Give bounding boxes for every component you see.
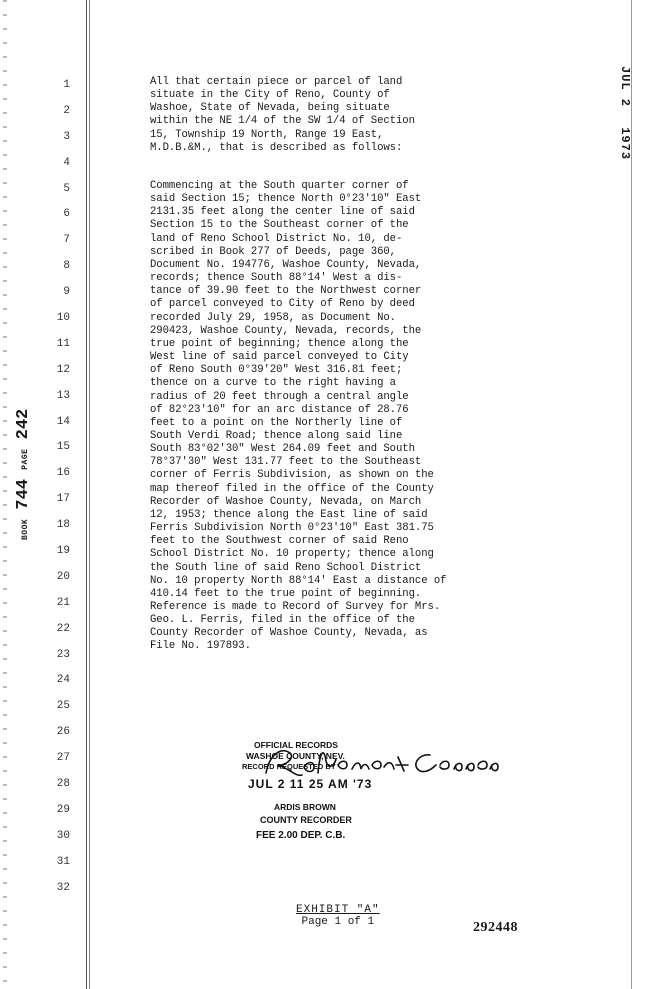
- line-number: 16: [56, 467, 70, 480]
- line-number: 18: [56, 519, 70, 532]
- book-page-reference: [14, 407, 33, 540]
- filing-date-stamp: [618, 66, 632, 160]
- line-number: 26: [56, 726, 70, 739]
- line-number: 25: [56, 700, 70, 713]
- page-number: 242: [14, 408, 33, 440]
- stamp-requested-by: RECORD REQUESTED BY: [242, 762, 336, 771]
- line-number: 32: [56, 881, 70, 894]
- document-number: 292448: [473, 920, 518, 935]
- line-number: 30: [56, 829, 70, 842]
- line-number: 14: [56, 415, 70, 428]
- line-number: 20: [56, 570, 70, 583]
- line-number: 27: [56, 752, 70, 765]
- line-number: 7: [63, 234, 70, 247]
- stamp-fee: FEE 2.00 DEP. C.B.: [256, 830, 346, 841]
- scan-edge-marks: [3, 0, 7, 989]
- line-number: 13: [56, 389, 70, 402]
- stamp-recorder-title: COUNTY RECORDER: [260, 815, 352, 825]
- stamp-recorder-name: ARDIS BROWN: [274, 802, 336, 812]
- line-number: 28: [56, 778, 70, 791]
- recording-stamp: [240, 740, 500, 870]
- stamp-recorded-date: JUL 2 11 25 AM '73: [248, 777, 373, 791]
- line-number: 31: [56, 855, 70, 868]
- line-number: 4: [63, 156, 70, 169]
- page-label: PAGE: [21, 448, 30, 470]
- line-number: 15: [56, 441, 70, 454]
- line-numbers: [44, 77, 70, 906]
- line-number: 2: [63, 104, 70, 117]
- line-number: 29: [56, 803, 70, 816]
- line-number: 24: [56, 674, 70, 687]
- signature-robinson-casses: [260, 743, 505, 781]
- left-margin-rule: [86, 0, 87, 989]
- left-margin-rule-inner: [89, 0, 90, 989]
- legal-description-paragraph: Commencing at the South quarter corner of said Section 15; thence North 0°23'10" East 2131.35 feet along the center line of said Section 15 to the Southeast corner of the land of Reno School District No. 10, de- scribed in Book 277 of Deeds, page 360, Document No. 194776, Washoe County, Nevada, records; thence South 88°14' West a dis- tance of 39.90 feet to the Northwest corner of parcel conveyed to City of Reno by deed recorded July 29, 1958, as Document No. 290423, Washoe County, Nevada, records, the true point of beginning; thence along the West line of said parcel conveyed to City of Reno South 0°39'20" West 316.81 feet; thence on a curve to the right having a radius of 20 feet through a central angle of 82°23'10" for an arc distance of 28.76 feet to a point on the Northerly line of South Verdi Road; thence along said line South 83°02'30" West 264.09 feet and South 78°37'30" West 131.77 feet to the Southeast corner of Ferris Subdivision, as shown on the map thereof filed in the office of the County Recorder of Washoe County, Nevada, on March 12, 1953; thence along the East line of said Ferris Subdivision North 0°23'10" East 381.75 feet to the Southwest corner of said Reno School District No. 10 property; thence along the South line of said Reno School District No. 10 property North 88°14' East a distance of 410.14 feet to the true point of beginning. Reference is made to Record of Survey for Mrs. Geo. L. Ferris, filed in the office of the County Recorder of Washoe County, Nevada, as File No. 197893.: [150, 180, 447, 653]
- line-number: 10: [56, 312, 70, 325]
- book-number: 744: [14, 478, 33, 510]
- line-number: 5: [63, 182, 70, 195]
- line-number: 23: [56, 648, 70, 661]
- line-number: 12: [56, 363, 70, 376]
- line-number: 1: [63, 79, 70, 91]
- book-label: BOOK: [21, 518, 30, 540]
- line-number: 11: [56, 337, 70, 350]
- exhibit-page: Page 1 of 1: [301, 916, 375, 928]
- line-number: 3: [63, 130, 70, 143]
- stamp-official-records: OFFICIAL RECORDS: [254, 740, 338, 750]
- filing-date: JUL 2: [618, 66, 632, 108]
- exhibit-title: EXHIBIT "A": [296, 904, 380, 916]
- line-number: 8: [63, 260, 70, 273]
- line-number: 21: [56, 596, 70, 609]
- filing-year: 1973: [618, 127, 632, 161]
- line-number: 9: [63, 286, 70, 299]
- parcel-intro-paragraph: All that certain piece or parcel of land situate in the City of Reno, County of Washoe, State of Nevada, being situate within the NE 1/4 of the SW 1/4 of Section 15, Township 19 North, Range 19 East, M.D.B.&M., that is described as follows:: [150, 76, 415, 154]
- line-number: 6: [63, 208, 70, 221]
- line-number: 17: [56, 493, 70, 506]
- exhibit-label: [296, 904, 380, 928]
- line-number: 19: [56, 545, 70, 558]
- stamp-county: WASHOE COUNTY, NEV.: [246, 751, 345, 761]
- line-number: 22: [56, 622, 70, 635]
